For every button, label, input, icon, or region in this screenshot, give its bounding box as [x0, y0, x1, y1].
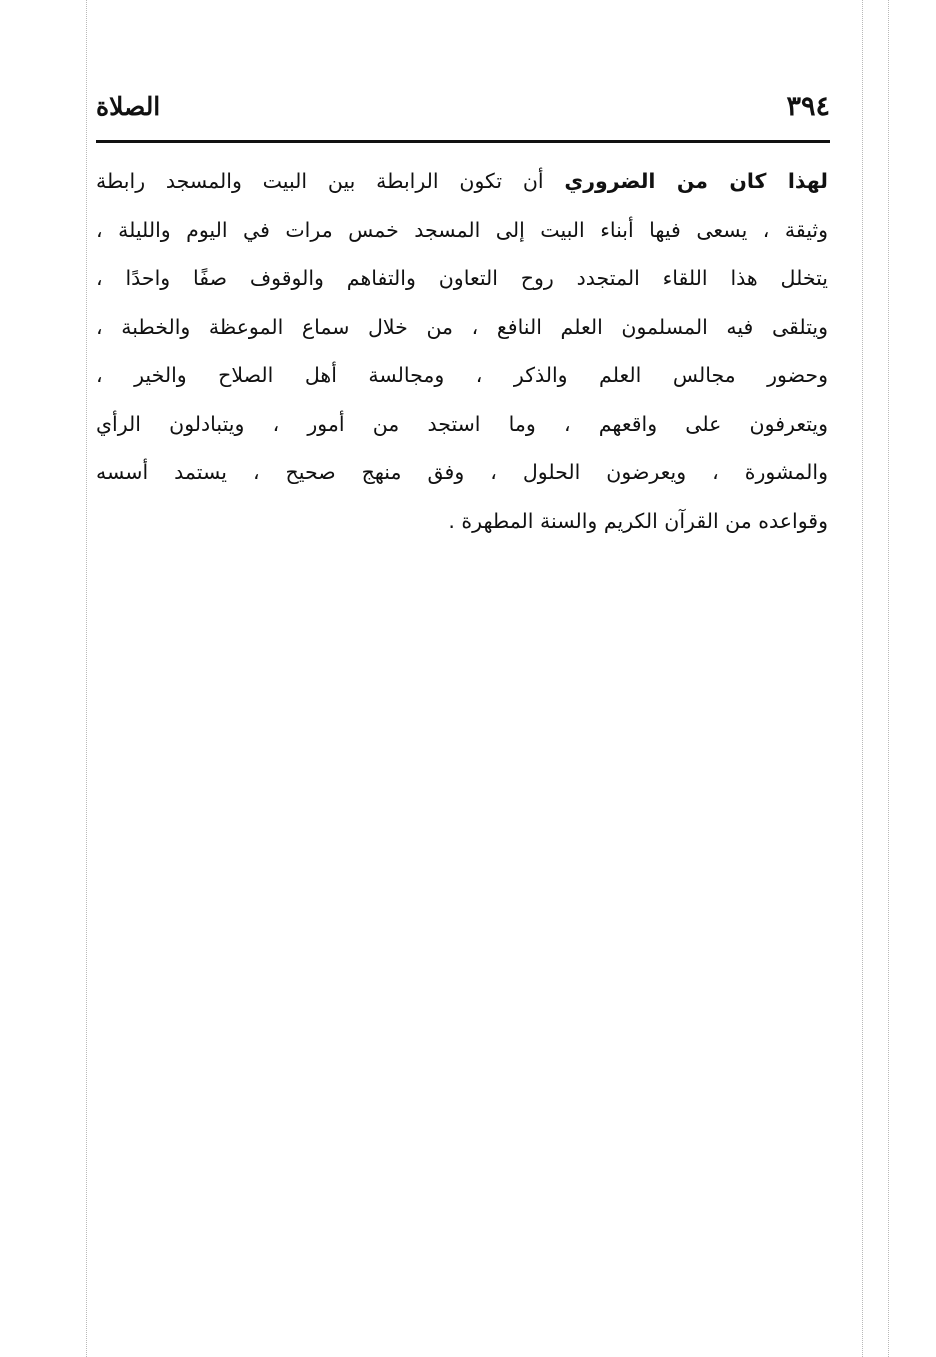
text-line-1	[96, 157, 828, 206]
text-line-8: وقواعده من القرآن الكريم والسنة المطهرة .	[448, 508, 828, 533]
running-title: الصلاة	[96, 92, 161, 121]
text-line-4: ويتلقى فيه المسلمون العلم النافع ، من خلال سماع الموعظة والخطبة ،	[96, 314, 828, 339]
header-rule	[96, 140, 830, 143]
page-number: ٣٩٤	[786, 91, 830, 122]
margin-dots-left	[86, 0, 87, 1357]
margin-dots-edge	[888, 0, 889, 1357]
margin-dots-right	[862, 0, 863, 1357]
page-header	[96, 92, 830, 136]
text-line-2: وثيقة ، يسعى فيها أبناء البيت إلى المسجد خمس مرات في اليوم والليلة ،	[96, 217, 828, 242]
lead-phrase: لهذا كان من الضروري	[564, 169, 828, 193]
text-line-1-rest: أن تكون الرابطة بين البيت والمسجد رابطة	[96, 169, 565, 193]
text-line-3: يتخلل هذا اللقاء المتجدد روح التعاون والتفاهم والوقوف صفًا واحدًا ،	[96, 266, 828, 290]
text-line-7: والمشورة ، ويعرضون الحلول ، وفق منهج صحيح ، يستمد أسسه	[96, 460, 828, 484]
text-line-5: وحضور مجالس العلم والذكر ، ومجالسة أهل الصلاح والخير ،	[96, 363, 828, 387]
body-paragraph	[96, 157, 828, 545]
text-line-6: ويتعرفون على واقعهم ، وما استجد من أمور ، ويتبادلون الرأي	[96, 411, 828, 436]
